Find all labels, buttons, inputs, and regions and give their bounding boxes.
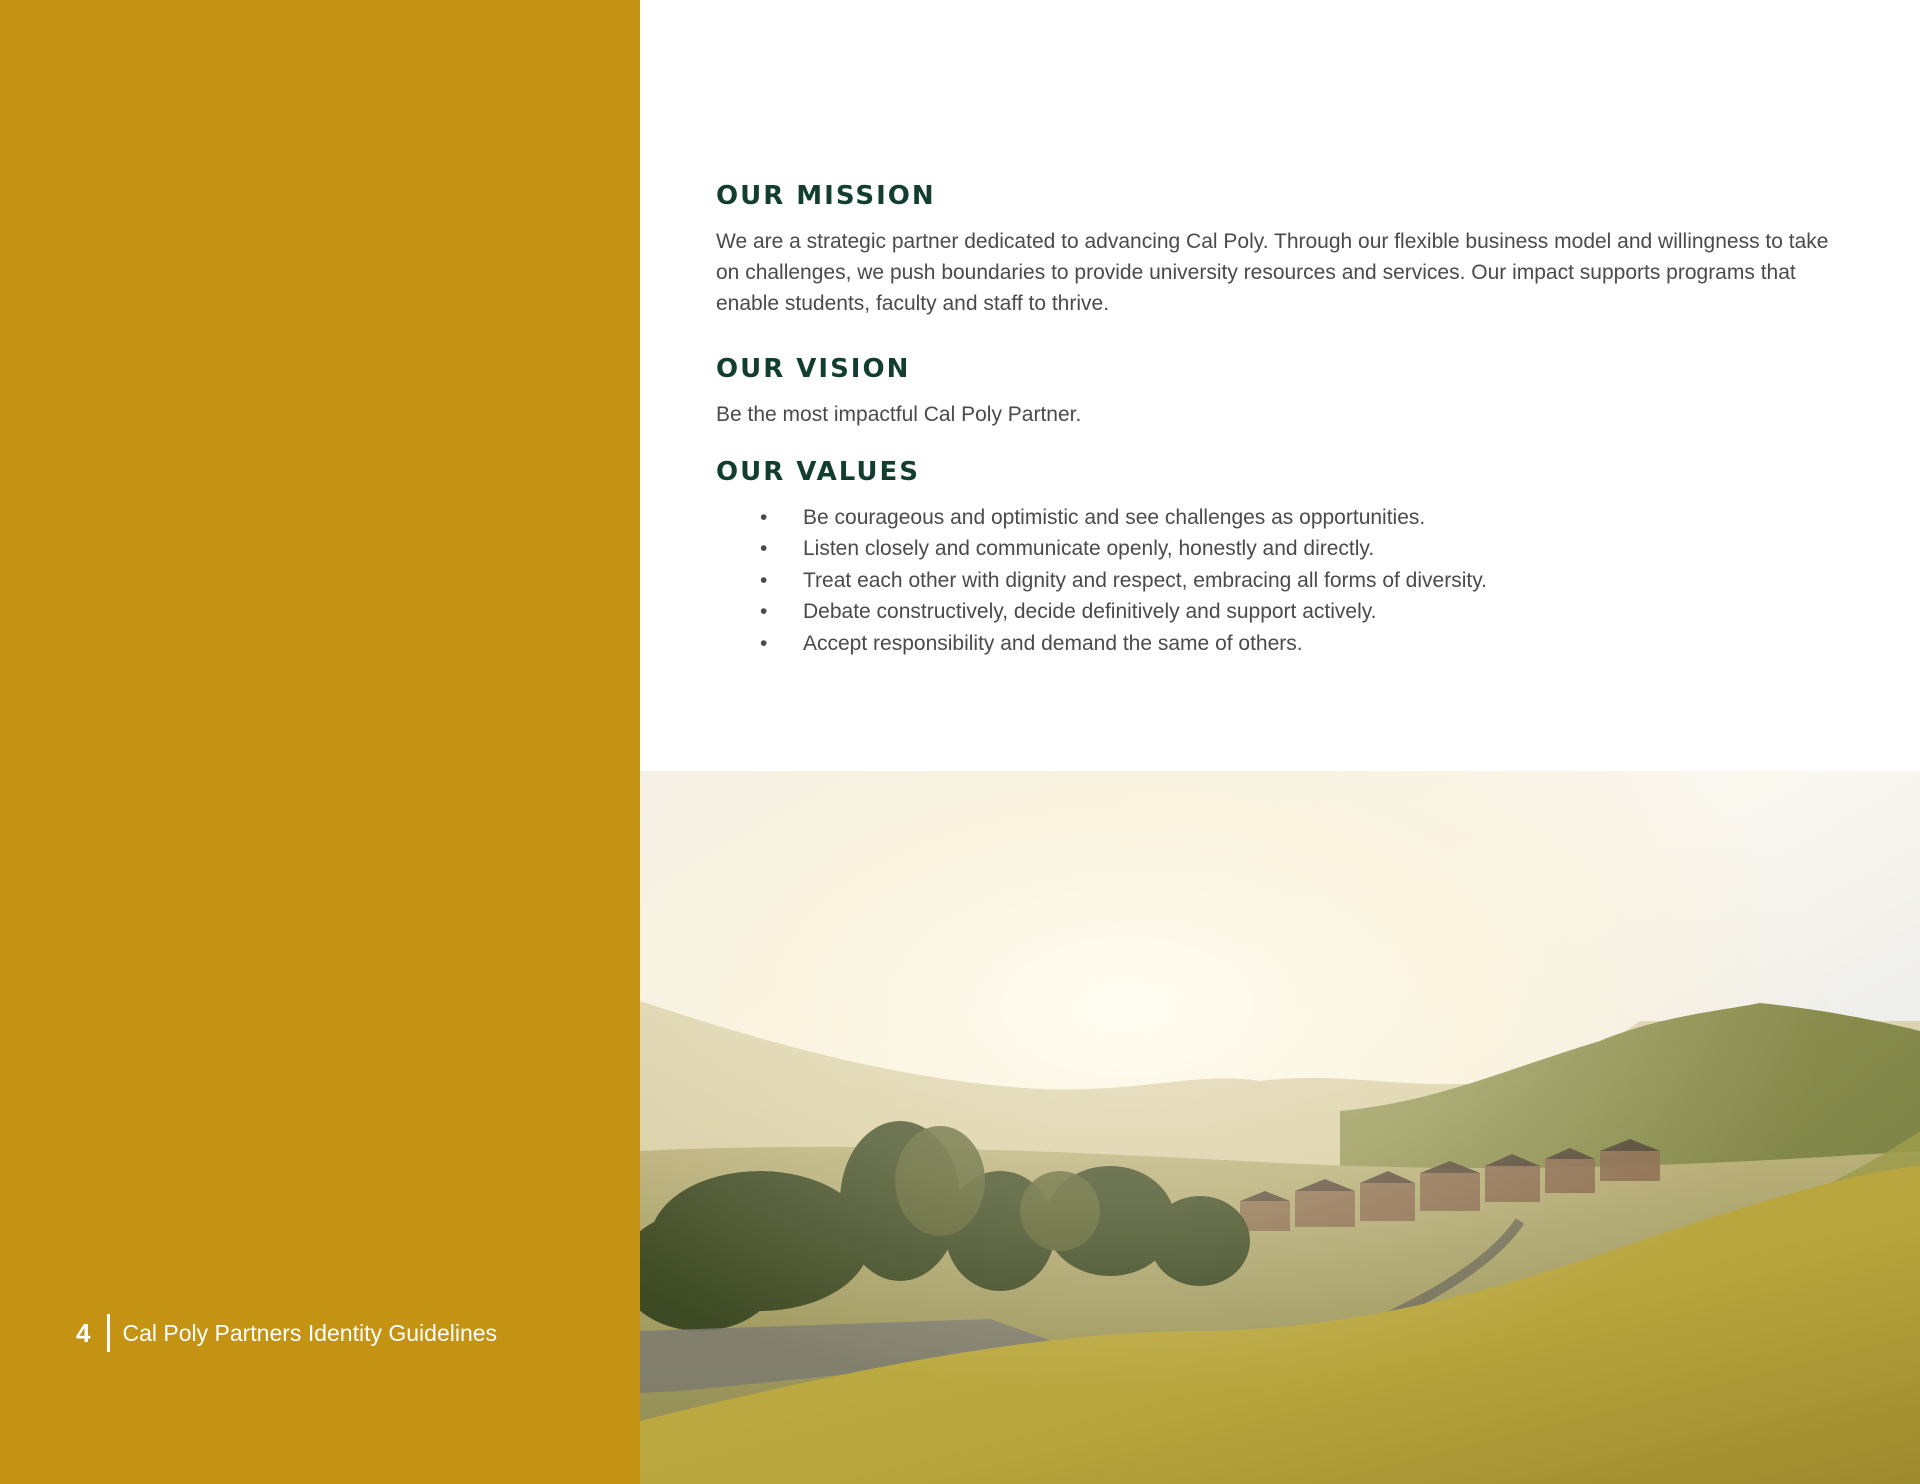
value-item-text: Listen closely and communicate openly, honestly and directly.	[803, 537, 1375, 561]
bullet-icon: •	[760, 600, 768, 624]
value-item	[716, 628, 1856, 659]
document-title: Cal Poly Partners Identity Guidelines	[122, 1320, 498, 1346]
main-content	[716, 176, 1856, 659]
mission-text: We are a strategic partner dedicated to advancing Cal Poly. Through our flexible business model and willingness to take on challenges, we push boundaries to provide university resources and services. Our impact supports programs that enable students, faculty and staff to thrive.	[716, 230, 1829, 315]
values-heading: OUR VALUES	[716, 457, 921, 487]
bullet-icon: •	[760, 506, 768, 529]
vision-heading: OUR VISION	[716, 354, 911, 384]
value-item	[716, 533, 1856, 564]
value-item-text: Be courageous and optimistic and see challenges as opportunities.	[803, 506, 1426, 529]
landscape-photo	[640, 771, 1920, 1484]
mission-heading: OUR MISSION	[716, 181, 936, 211]
page-number: 4	[76, 1318, 91, 1348]
value-item	[716, 565, 1856, 596]
values-list	[716, 502, 1856, 659]
landscape-illustration	[640, 771, 1920, 1484]
gold-side-panel	[0, 0, 640, 1484]
value-item	[716, 502, 1856, 533]
vision-text: Be the most impactful Cal Poly Partner.	[716, 403, 1082, 426]
footer-divider	[107, 1314, 110, 1352]
bullet-icon: •	[760, 537, 768, 561]
value-item-text: Debate constructively, decide definitively and support actively.	[803, 600, 1377, 624]
value-item-text: Accept responsibility and demand the same of others.	[803, 631, 1303, 655]
bullet-icon: •	[760, 631, 768, 655]
bullet-icon: •	[760, 568, 768, 592]
value-item	[716, 596, 1856, 627]
value-item-text: Treat each other with dignity and respect, embracing all forms of diversity.	[803, 568, 1487, 592]
page-footer	[76, 1313, 497, 1353]
